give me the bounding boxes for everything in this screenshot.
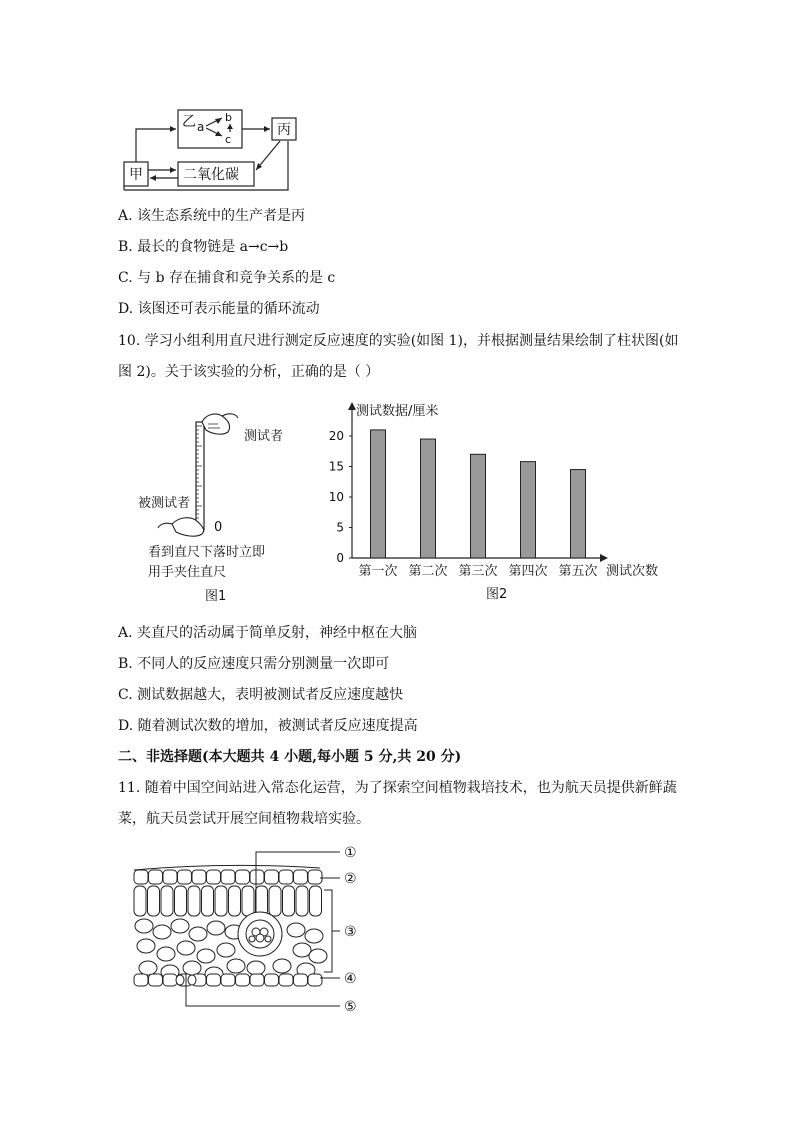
q9-option-c: C. 与 b 存在捕食和竞争关系的是 c [118, 270, 336, 286]
category-label: 第四次 [508, 564, 548, 579]
q11-stem-line1: 11. 随着中国空间站进入常态化运营，为了探索空间植物栽培技术，也为航天员提供新鲜蔬 [118, 780, 677, 796]
epidermis-cell [308, 870, 322, 884]
y-tick-label: 0 [336, 551, 344, 565]
y-axis-arrow [348, 402, 356, 410]
spongy-cell [305, 929, 323, 943]
label-3: ③ [344, 924, 357, 940]
fig1-caption-line2: 用手夹住直尺 [148, 565, 227, 580]
palisade-cell [229, 886, 241, 916]
epidermis-cell [294, 870, 308, 884]
q10-option-d: D. 随着测试次数的增加，被测试者反应速度提高 [118, 718, 418, 734]
vein [238, 912, 282, 956]
guard-cell [176, 975, 184, 985]
spongy-cell [287, 923, 305, 937]
lower-epidermis-cell [308, 974, 322, 986]
section-heading: 二、非选择题(本大题共 4 小题,每小题 5 分,共 20 分) [118, 749, 462, 765]
epidermis-cell [279, 870, 293, 884]
q9-option-b: B. 最长的食物链是 a→c→b [118, 239, 289, 255]
palisade-cell [175, 886, 187, 916]
label-yi: 乙 [182, 114, 196, 130]
q10-option-a: A. 夹直尺的活动属于简单反射，神经中枢在大脑 [118, 625, 418, 641]
lower-epidermis-cell [207, 974, 221, 986]
spongy-cell [273, 959, 291, 973]
category-label: 第一次 [358, 564, 398, 579]
q10-option-c: C. 测试数据越大，表明被测试者反应速度越快 [118, 687, 404, 703]
q10-stem-line2: 图 2)。关于该实验的分析，正确的是（ ） [118, 364, 380, 380]
spongy-cell [197, 949, 215, 963]
palisade-cell [215, 886, 227, 916]
spongy-cell [189, 927, 207, 941]
palisade-cell [148, 886, 160, 916]
q9-option-a: A. 该生态系统中的生产者是丙 [118, 208, 306, 224]
spongy-cell [309, 949, 327, 963]
x-axis-arrow [600, 554, 608, 562]
fig2-label: 图2 [486, 587, 508, 602]
node-c: c [225, 133, 232, 146]
guard-cell [188, 975, 196, 985]
node-a: a [197, 120, 205, 134]
spongy-cell [171, 919, 189, 933]
lower-epidermis-cell [236, 974, 250, 986]
lower-epidermis-cell [134, 974, 148, 986]
y-tick-label: 10 [328, 490, 344, 504]
zero-mark: 0 [214, 520, 223, 535]
spongy-cell [293, 943, 311, 957]
ruler-experiment-figure [132, 412, 302, 604]
category-label: 第五次 [558, 564, 598, 579]
spongy-cell [157, 947, 175, 961]
y-tick-label: 5 [336, 520, 344, 535]
label-5: ⑤ [344, 999, 357, 1015]
lower-epidermis-cell [221, 974, 235, 986]
palisade-cell [188, 886, 200, 916]
epidermis-cell [265, 870, 279, 884]
spongy-cell [177, 941, 195, 955]
palisade-cell [242, 886, 254, 916]
palisade-cell [161, 886, 173, 916]
spongy-cell [217, 943, 235, 957]
epidermis-cell [236, 870, 250, 884]
epidermis-cell [149, 870, 163, 884]
epidermis-cell [221, 870, 235, 884]
label-4: ④ [344, 971, 357, 987]
epidermis-cell [207, 870, 221, 884]
lower-epidermis-cell [149, 974, 163, 986]
q10-option-b: B. 不同人的反应速度只需分别测量一次即可 [118, 656, 390, 672]
x-axis-title: 测试次数 [606, 564, 659, 579]
spongy-cell [227, 959, 245, 973]
label-bing: 丙 [277, 122, 291, 138]
label-co2: 二氧化碳 [183, 167, 239, 183]
leaf-cross-section-diagram [128, 840, 368, 1020]
label-1: ① [344, 845, 357, 861]
label-2: ② [344, 871, 357, 887]
subject-label: 被测试者 [138, 496, 191, 511]
bar [421, 439, 436, 558]
palisade-cell [269, 886, 281, 916]
epidermis-cell [134, 870, 148, 884]
node-b: b [225, 111, 232, 124]
bar [371, 430, 386, 558]
spongy-cell [135, 919, 153, 933]
category-label: 第二次 [408, 564, 448, 579]
reaction-bar-chart [320, 396, 670, 606]
q11-stem-line2: 菜，航天员尝试开展空间植物栽培实验。 [118, 811, 370, 827]
epidermis-cell [250, 870, 264, 884]
palisade-cell [283, 886, 295, 916]
bar [521, 462, 536, 558]
epidermis-cell [178, 870, 192, 884]
bar [471, 454, 486, 558]
spongy-cell [183, 961, 201, 975]
palisade-cell [296, 886, 308, 916]
palisade-cell [310, 886, 322, 916]
category-label: 第三次 [458, 564, 498, 579]
lower-epidermis-cell [163, 974, 177, 986]
fig1-caption-line1: 看到直尺下落时立即 [148, 545, 266, 560]
tester-label: 测试者 [244, 429, 284, 444]
label-jia: 甲 [129, 167, 143, 183]
spongy-cell [137, 939, 155, 953]
y-tick-label: 20 [328, 429, 344, 443]
lower-epidermis-cell [250, 974, 264, 986]
y-axis-title: 测试数据/厘米 [356, 404, 439, 419]
y-tick-label: 15 [328, 459, 344, 474]
ecosystem-diagram [120, 104, 310, 192]
q9-option-d: D. 该图还可表示能量的循环流动 [118, 301, 320, 317]
q10-stem-line1: 10. 学习小组利用直尺进行测定反应速度的实验(如图 1)，并根据测量结果绘制了柱状图(如 [118, 333, 679, 349]
palisade-cell [202, 886, 214, 916]
epidermis-cell [163, 870, 177, 884]
bar [571, 470, 586, 558]
spongy-cell [207, 921, 225, 935]
lower-epidermis-cell [265, 974, 279, 986]
palisade-cell [256, 886, 268, 916]
spongy-cell [139, 961, 157, 975]
lower-epidermis-cell [294, 974, 308, 986]
spongy-cell [247, 961, 265, 975]
spongy-cell [153, 925, 171, 939]
fig1-label: 图1 [205, 589, 227, 604]
lower-epidermis-cell [279, 974, 293, 986]
epidermis-cell [192, 870, 206, 884]
palisade-cell [134, 886, 146, 916]
